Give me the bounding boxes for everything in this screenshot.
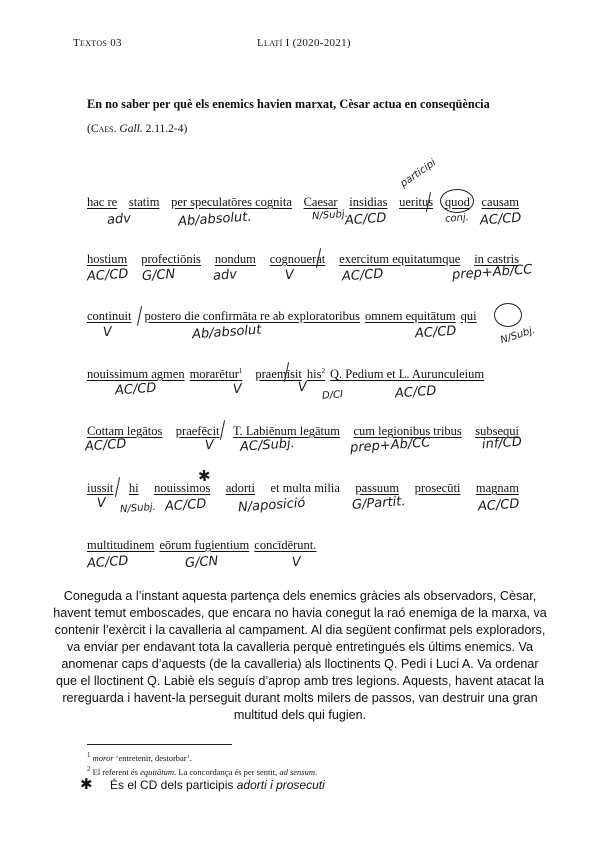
source-work: Gall.: [119, 123, 143, 135]
latin-line-6: [87, 481, 519, 496]
hand-annotation: inf/CD: [481, 434, 523, 453]
latin-word-text: his: [306, 367, 322, 382]
latin-word: subsequi: [475, 424, 519, 438]
footnote-ref: 1: [238, 367, 243, 375]
hand-annotation: AC/Subj.: [239, 436, 296, 455]
latin-word: concīdērunt.: [254, 538, 317, 552]
latin-word: omnem equitātum: [365, 309, 456, 323]
latin-word: hac re: [87, 195, 118, 209]
latin-word: magnam: [475, 481, 519, 495]
latin-word: praemīsit: [255, 367, 302, 381]
latin-word-text: morarētur: [189, 367, 239, 382]
latin-word: qui: [460, 309, 477, 323]
translation-paragraph: Coneguda a l’instant aquesta partença dels enemics gràcies als observadors, Cèsar, havent temut emboscades, que encara no havia conegut la raó enemiga de la marxa, va contenir l’exèrcit i la cavalleria al campament. Al dia següent confirmat pels exploradors, va enviar per endavant tota la cavalleria perquè entretingués els últims enemics. Va anomenar caps d’aquests (de la cavalleria) als lloctinents Q. Pedi i Luci A. Va ordenar que el lloctinent Q. Labiè els seguís d’aprop amb tres legions. Aquests, havent atacat la rereguarda i havent-la perseguit durant molts milers de passos, van destruir una gran multitud dels qui fugien.: [53, 589, 547, 722]
latin-line-2: [87, 252, 519, 267]
hand-annotation: N/Subj.: [119, 501, 157, 516]
hand-annotation: AC/CD: [479, 210, 522, 229]
hand-annotation: V: [204, 437, 215, 454]
latin-word: eōrum fugientium: [159, 538, 250, 552]
hand-annotation: V: [291, 554, 302, 571]
hand-annotation: AC/CD: [86, 553, 129, 572]
latin-word: passuum: [355, 481, 400, 495]
latin-word: et multa milia: [270, 481, 340, 495]
hand-annotation: N/Subj.: [499, 324, 537, 347]
page-title: En no saber per què els enemics havien marxat, Cèsar actua en conseqüència: [87, 97, 490, 111]
footnote-number: 1: [87, 751, 91, 759]
footnote-number: 2: [87, 765, 91, 773]
hand-annotation: prep+Ab/CC: [349, 435, 431, 456]
hand-annotation: N/Subj.: [311, 208, 349, 223]
latin-word: cum legionibus tribus: [353, 424, 462, 438]
latin-word: praefēcit: [175, 424, 220, 438]
latin-word: prosecūti: [414, 481, 461, 495]
latin-word: hi: [128, 481, 139, 495]
footnote-1: [87, 751, 192, 763]
source-ref: 2.11.2-4): [145, 123, 188, 135]
hand-annotation: prep+Ab/CC: [451, 262, 533, 283]
footnote-text: .: [314, 766, 318, 777]
latin-word: T. Labiēnum legātum: [232, 424, 340, 438]
hand-annotation: V: [284, 267, 295, 284]
hand-annotation: AC/CD: [86, 266, 129, 285]
latin-word: statim: [128, 195, 160, 209]
hand-annotation: G/CN: [141, 266, 176, 285]
footnote-term: equitātum: [140, 766, 175, 777]
hand-annotation: AC/CD: [341, 266, 384, 285]
hand-annotation: conj.: [444, 212, 470, 225]
header-left: Textos 03: [73, 37, 122, 49]
latin-word: Q. Pedium et L. Aurunculeium: [329, 367, 485, 381]
hand-annotation: G/Partit.: [351, 494, 407, 513]
hand-annotation: V: [96, 495, 107, 512]
hand-annotation: adv: [212, 267, 238, 284]
hand-annotation: D/CI: [321, 389, 344, 402]
latin-word: continuit: [87, 309, 132, 323]
hand-annotation: N/aposició: [237, 495, 306, 516]
footnote-text: ‘entretenir, destorbar’.: [113, 752, 192, 763]
latin-word: in castris: [474, 252, 519, 266]
latin-word: postero die confirmāta re ab exploratoribus: [144, 309, 360, 323]
hand-annotation: AC/CD: [114, 380, 157, 399]
note-terms: adorti i prosecuti: [236, 778, 325, 792]
latin-line-7: [87, 538, 519, 553]
latin-word: iussit: [87, 481, 114, 495]
latin-word: quod: [444, 195, 470, 209]
footnote-term: ad sensum: [279, 766, 315, 777]
source-author: Caes.: [90, 123, 117, 135]
latin-word: nouissimos: [154, 481, 211, 495]
header-center: Llatí I (2020-2021): [257, 37, 351, 49]
source-reference: [87, 123, 187, 135]
hand-annotation: AC/CD: [414, 323, 457, 342]
latin-word: hostium: [87, 252, 128, 266]
circle-mark: [440, 189, 474, 213]
hand-annotation: AC/CD: [84, 436, 127, 455]
hand-annotation: AC/CD: [477, 496, 520, 515]
latin-word: adorti: [225, 481, 255, 495]
latin-word: Cottam legātos: [87, 424, 163, 438]
latin-line-3: [87, 309, 519, 324]
latin-word: exercitum equitatumque: [339, 252, 461, 266]
footnote-text: El referent és: [92, 766, 141, 777]
latin-word: multitudinem: [87, 538, 155, 552]
latin-word: insidias: [349, 195, 388, 209]
latin-word: per speculatōres cognita: [171, 195, 292, 209]
hand-annotation: Ab/absolut.: [177, 209, 252, 230]
hand-annotation: AC/CD: [164, 496, 207, 515]
latin-word: cognouerat: [269, 252, 326, 266]
hand-annotation: V: [297, 379, 308, 396]
footnote-ref: 2: [321, 367, 325, 375]
page-header: [0, 37, 600, 53]
hand-annotation: Ab/absolut: [191, 322, 262, 343]
hand-annotation: V: [102, 324, 113, 341]
latin-word: nondum: [214, 252, 256, 266]
latin-word: causam: [481, 195, 519, 209]
latin-line-5: [87, 424, 519, 439]
latin-word: ueritus: [399, 195, 434, 209]
handwritten-note: [110, 778, 325, 792]
footnote-term: moror: [92, 752, 114, 763]
hand-annotation: AC/CD: [344, 210, 387, 229]
footnote-2: [87, 765, 317, 777]
hand-annotation: adv: [106, 211, 132, 228]
hand-annotation: V: [232, 381, 243, 398]
hand-annotation: G/CN: [184, 553, 219, 572]
latin-word: profectiōnis: [141, 252, 201, 266]
hand-annotation: AC/CD: [394, 383, 437, 402]
latin-word-his: [307, 367, 325, 382]
star-icon: ✱: [80, 775, 93, 793]
hand-annotation: participi: [398, 157, 439, 190]
star-mark: ✱: [197, 466, 212, 486]
latin-word: nouissimum agmen: [87, 367, 185, 381]
footnote-text: . La concordança és per sentit,: [174, 766, 280, 777]
latin-word-morator: [190, 367, 243, 382]
circle-mark: [494, 303, 522, 327]
latin-word: Caesar: [303, 195, 338, 209]
note-text: És el CD dels participis: [110, 778, 237, 792]
source-open: (: [87, 123, 91, 135]
footnote-rule: [87, 744, 232, 745]
